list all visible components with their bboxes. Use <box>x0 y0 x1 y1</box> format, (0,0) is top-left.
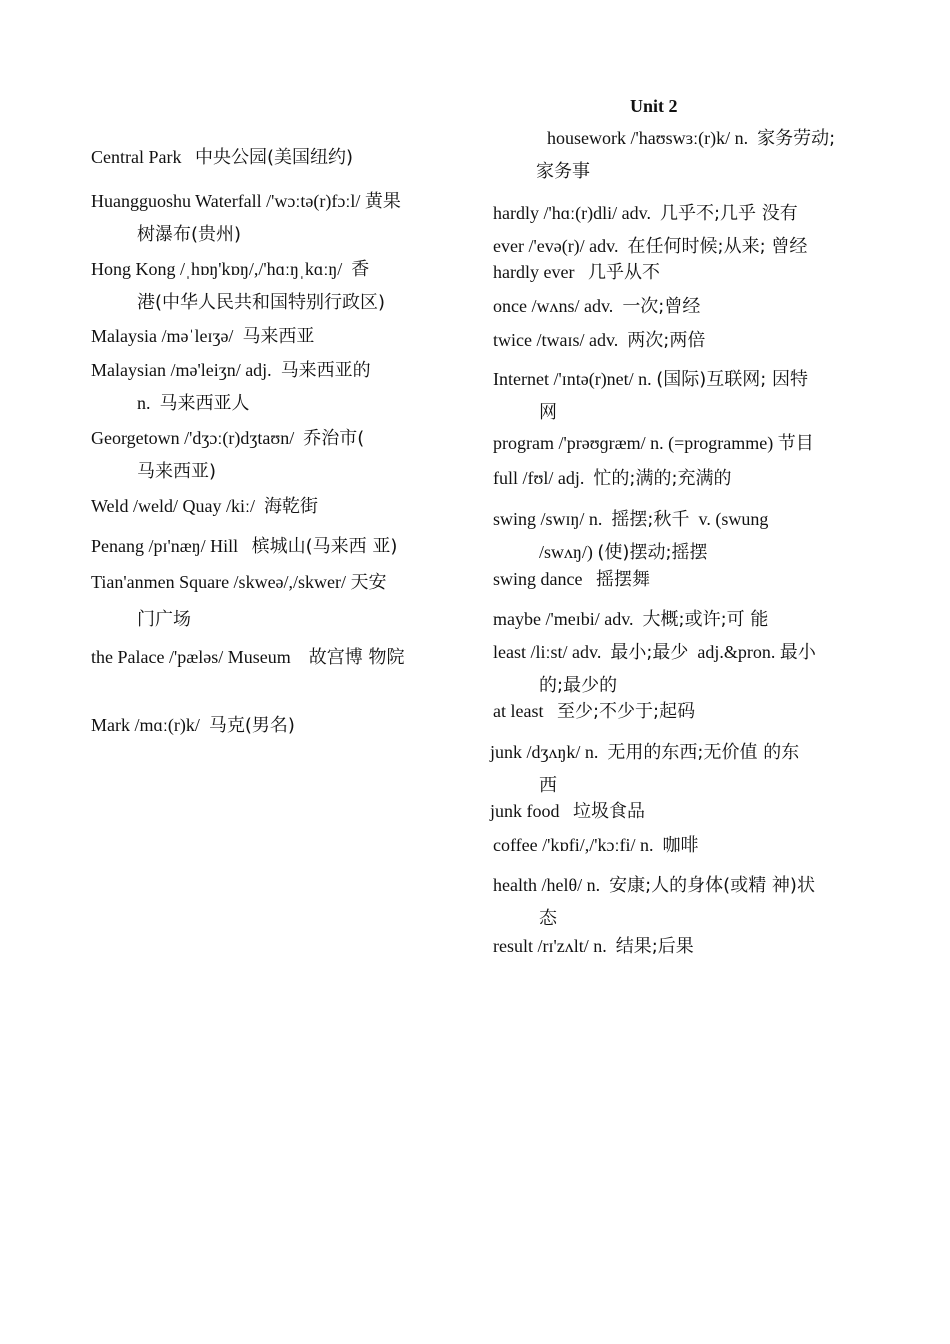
vocab-entry-malaysia <box>91 320 314 353</box>
vocab-entry-health <box>493 869 815 935</box>
entry-chinese: 垃圾食品 <box>573 801 645 822</box>
vocab-entry-once <box>493 290 700 323</box>
vocab-entry-coffee <box>493 829 699 862</box>
vocab-entry-hardly-ever <box>493 256 660 289</box>
entry-english: once /wʌns/ adv. <box>493 296 614 316</box>
entry-english: Malaysia /məˈleɪʒə/ <box>91 326 234 346</box>
entry-english: twice /twaɪs/ adv. <box>493 330 619 350</box>
entry-chinese: 忙的;满的;充满的 <box>593 468 732 489</box>
entry-english: full /fʊl/ adj. <box>493 468 585 488</box>
entry-chinese-cont: 港(中华人民共和国特别行政区) <box>137 292 386 313</box>
entry-english: hardly /'hɑː(r)dli/ adv. <box>493 203 651 223</box>
entry-chinese: 最小;最少 <box>610 642 689 663</box>
entry-chinese-cont: 马来西亚) <box>137 461 217 482</box>
entry-chinese: 几乎不;几乎 没有 <box>659 203 798 224</box>
entry-english: maybe /'meɪbi/ adv. <box>493 609 634 629</box>
entry-chinese: 摇摆舞 <box>595 569 650 590</box>
entry-english: Georgetown /'dʒɔː(r)dʒtaʊn/ <box>91 428 295 448</box>
entry-english: Central Park <box>91 147 182 167</box>
vocab-entry-hardly <box>493 197 798 230</box>
entry-english: Huangguoshu Waterfall /'wɔːtə(r)fɔːl/ <box>91 191 361 211</box>
entry-english-cont: /swʌŋ/) <box>539 542 593 562</box>
entry-chinese-cont: 态 <box>539 908 557 929</box>
entry-chinese: 家务劳动; <box>757 128 836 149</box>
entry-chinese: 中央公园(美国纽约) <box>194 147 354 168</box>
entry-english: junk food <box>490 801 560 821</box>
entry-chinese: 马来西亚的 <box>280 360 371 381</box>
entry-chinese: 几乎从不 <box>587 262 660 283</box>
vocab-entry-tiananmen <box>91 566 387 636</box>
vocab-entry-penang-hill <box>91 530 397 563</box>
entry-english: health /helθ/ n. <box>493 875 601 895</box>
vocab-entry-georgetown <box>91 422 364 488</box>
vocab-entry-huangguoshu <box>91 185 401 251</box>
entry-english-tail: adj.&pron. <box>697 642 776 662</box>
entry-chinese-cont: 家务事 <box>536 161 590 182</box>
vocab-entry-hong-kong <box>91 253 385 319</box>
entry-chinese: 故宫博 物院 <box>308 647 405 668</box>
unit-title: Unit 2 <box>630 96 678 116</box>
entry-english: result /rɪ'zʌlt/ n. <box>493 936 607 956</box>
entry-chinese-cont: 树瀑布(贵州) <box>137 224 242 245</box>
vocab-entry-mark <box>91 709 295 742</box>
entry-chinese: 海乾街 <box>264 496 319 517</box>
entry-english: Hong Kong /ˌhɒŋ'kɒŋ/,/'hɑːŋˌkɑːŋ/ <box>91 259 343 279</box>
entry-chinese: (国际)互联网; 因特 <box>656 369 809 390</box>
entry-english-tail: v. (swung <box>698 509 769 529</box>
vocab-entry-least <box>493 636 816 702</box>
entry-chinese-cont: 西 <box>539 775 557 796</box>
vocab-entry-swing <box>493 503 768 569</box>
entry-english: ever /'evə(r)/ adv. <box>493 236 619 256</box>
entry-chinese: 在任何时候;从来; 曾经 <box>627 236 808 257</box>
entry-chinese: 香 <box>351 259 370 280</box>
entry-chinese-cont: 的;最少的 <box>539 675 618 696</box>
entry-chinese-cont: 门广场 <box>137 609 191 630</box>
entry-english: Internet /'ɪntə(r)net/ n. <box>493 369 652 389</box>
vocab-entry-junk <box>490 736 799 802</box>
entry-chinese: 安康;人的身体(或精 神)状 <box>609 875 815 896</box>
entry-english-cont: n. <box>137 393 151 413</box>
entry-chinese: 咖啡 <box>662 835 699 856</box>
entry-english: program /'prəʊɡræm/ n. (=programme) <box>493 433 774 453</box>
vocab-entry-junk-food <box>490 795 645 828</box>
entry-chinese-cont: 网 <box>539 402 557 423</box>
entry-english: swing /swɪŋ/ n. <box>493 509 603 529</box>
entry-chinese: 大概;或许;可 能 <box>642 609 769 630</box>
entry-chinese: 摇摆;秋千 <box>611 509 690 530</box>
entry-chinese: 马克(男名) <box>208 715 295 736</box>
entry-chinese-cont: 马来西亚人 <box>159 393 250 414</box>
entry-chinese: 天安 <box>350 572 387 593</box>
entry-chinese-tail: 最小 <box>779 642 816 663</box>
entry-english: coffee /'kɒfi/,/'kɔːfi/ n. <box>493 835 654 855</box>
vocab-entry-result <box>493 930 694 963</box>
vocab-entry-internet <box>493 363 808 429</box>
entry-english: Mark /mɑː(r)k/ <box>91 715 200 735</box>
entry-chinese: 一次;曾经 <box>622 296 701 317</box>
entry-english: at least <box>493 701 544 721</box>
vocab-entry-swing-dance <box>493 563 650 596</box>
vocab-entry-maybe <box>493 603 768 636</box>
vocab-entry-twice <box>493 324 705 357</box>
vocab-entry-program <box>493 427 814 460</box>
entry-english: housework /'haʊswɜː(r)k/ n. <box>547 128 749 148</box>
entry-english: the Palace /'pæləs/ Museum <box>91 647 291 667</box>
entry-chinese: 结果;后果 <box>615 936 694 957</box>
entry-english: swing dance <box>493 569 583 589</box>
vocab-entry-housework <box>536 122 836 188</box>
entry-chinese: 黄果 <box>364 191 401 212</box>
vocab-entry-at-least <box>493 695 695 728</box>
entry-english: junk /dʒʌŋk/ n. <box>490 742 599 762</box>
entry-chinese: 槟城山(马来西 亚) <box>251 536 398 557</box>
entry-english: Weld /weld/ Quay /kiː/ <box>91 496 256 516</box>
vocab-entry-full <box>493 462 732 495</box>
entry-english: least /liːst/ adv. <box>493 642 602 662</box>
entry-english: Penang /pɪ'næŋ/ Hill <box>91 536 239 556</box>
entry-chinese-cont: (使)摆动;摇摆 <box>597 542 708 563</box>
entry-chinese: 马来西亚 <box>242 326 315 347</box>
vocab-entry-malaysian <box>91 354 371 420</box>
entry-chinese: 乔治市( <box>303 428 365 449</box>
entry-chinese: 节目 <box>777 433 814 454</box>
vocab-entry-palace-museum <box>91 641 404 674</box>
entry-chinese: 至少;不少于;起码 <box>556 701 696 722</box>
entry-chinese: 无用的东西;无价值 的东 <box>607 742 800 763</box>
entry-english: Malaysian /mə'leiʒn/ adj. <box>91 360 272 380</box>
entry-english: hardly ever <box>493 262 575 282</box>
entry-chinese: 两次;两倍 <box>627 330 706 351</box>
vocab-entry-weld-quay <box>91 490 318 523</box>
vocab-entry-central-park <box>91 141 353 174</box>
entry-english: Tian'anmen Square /skweə/,/skwer/ <box>91 572 347 592</box>
